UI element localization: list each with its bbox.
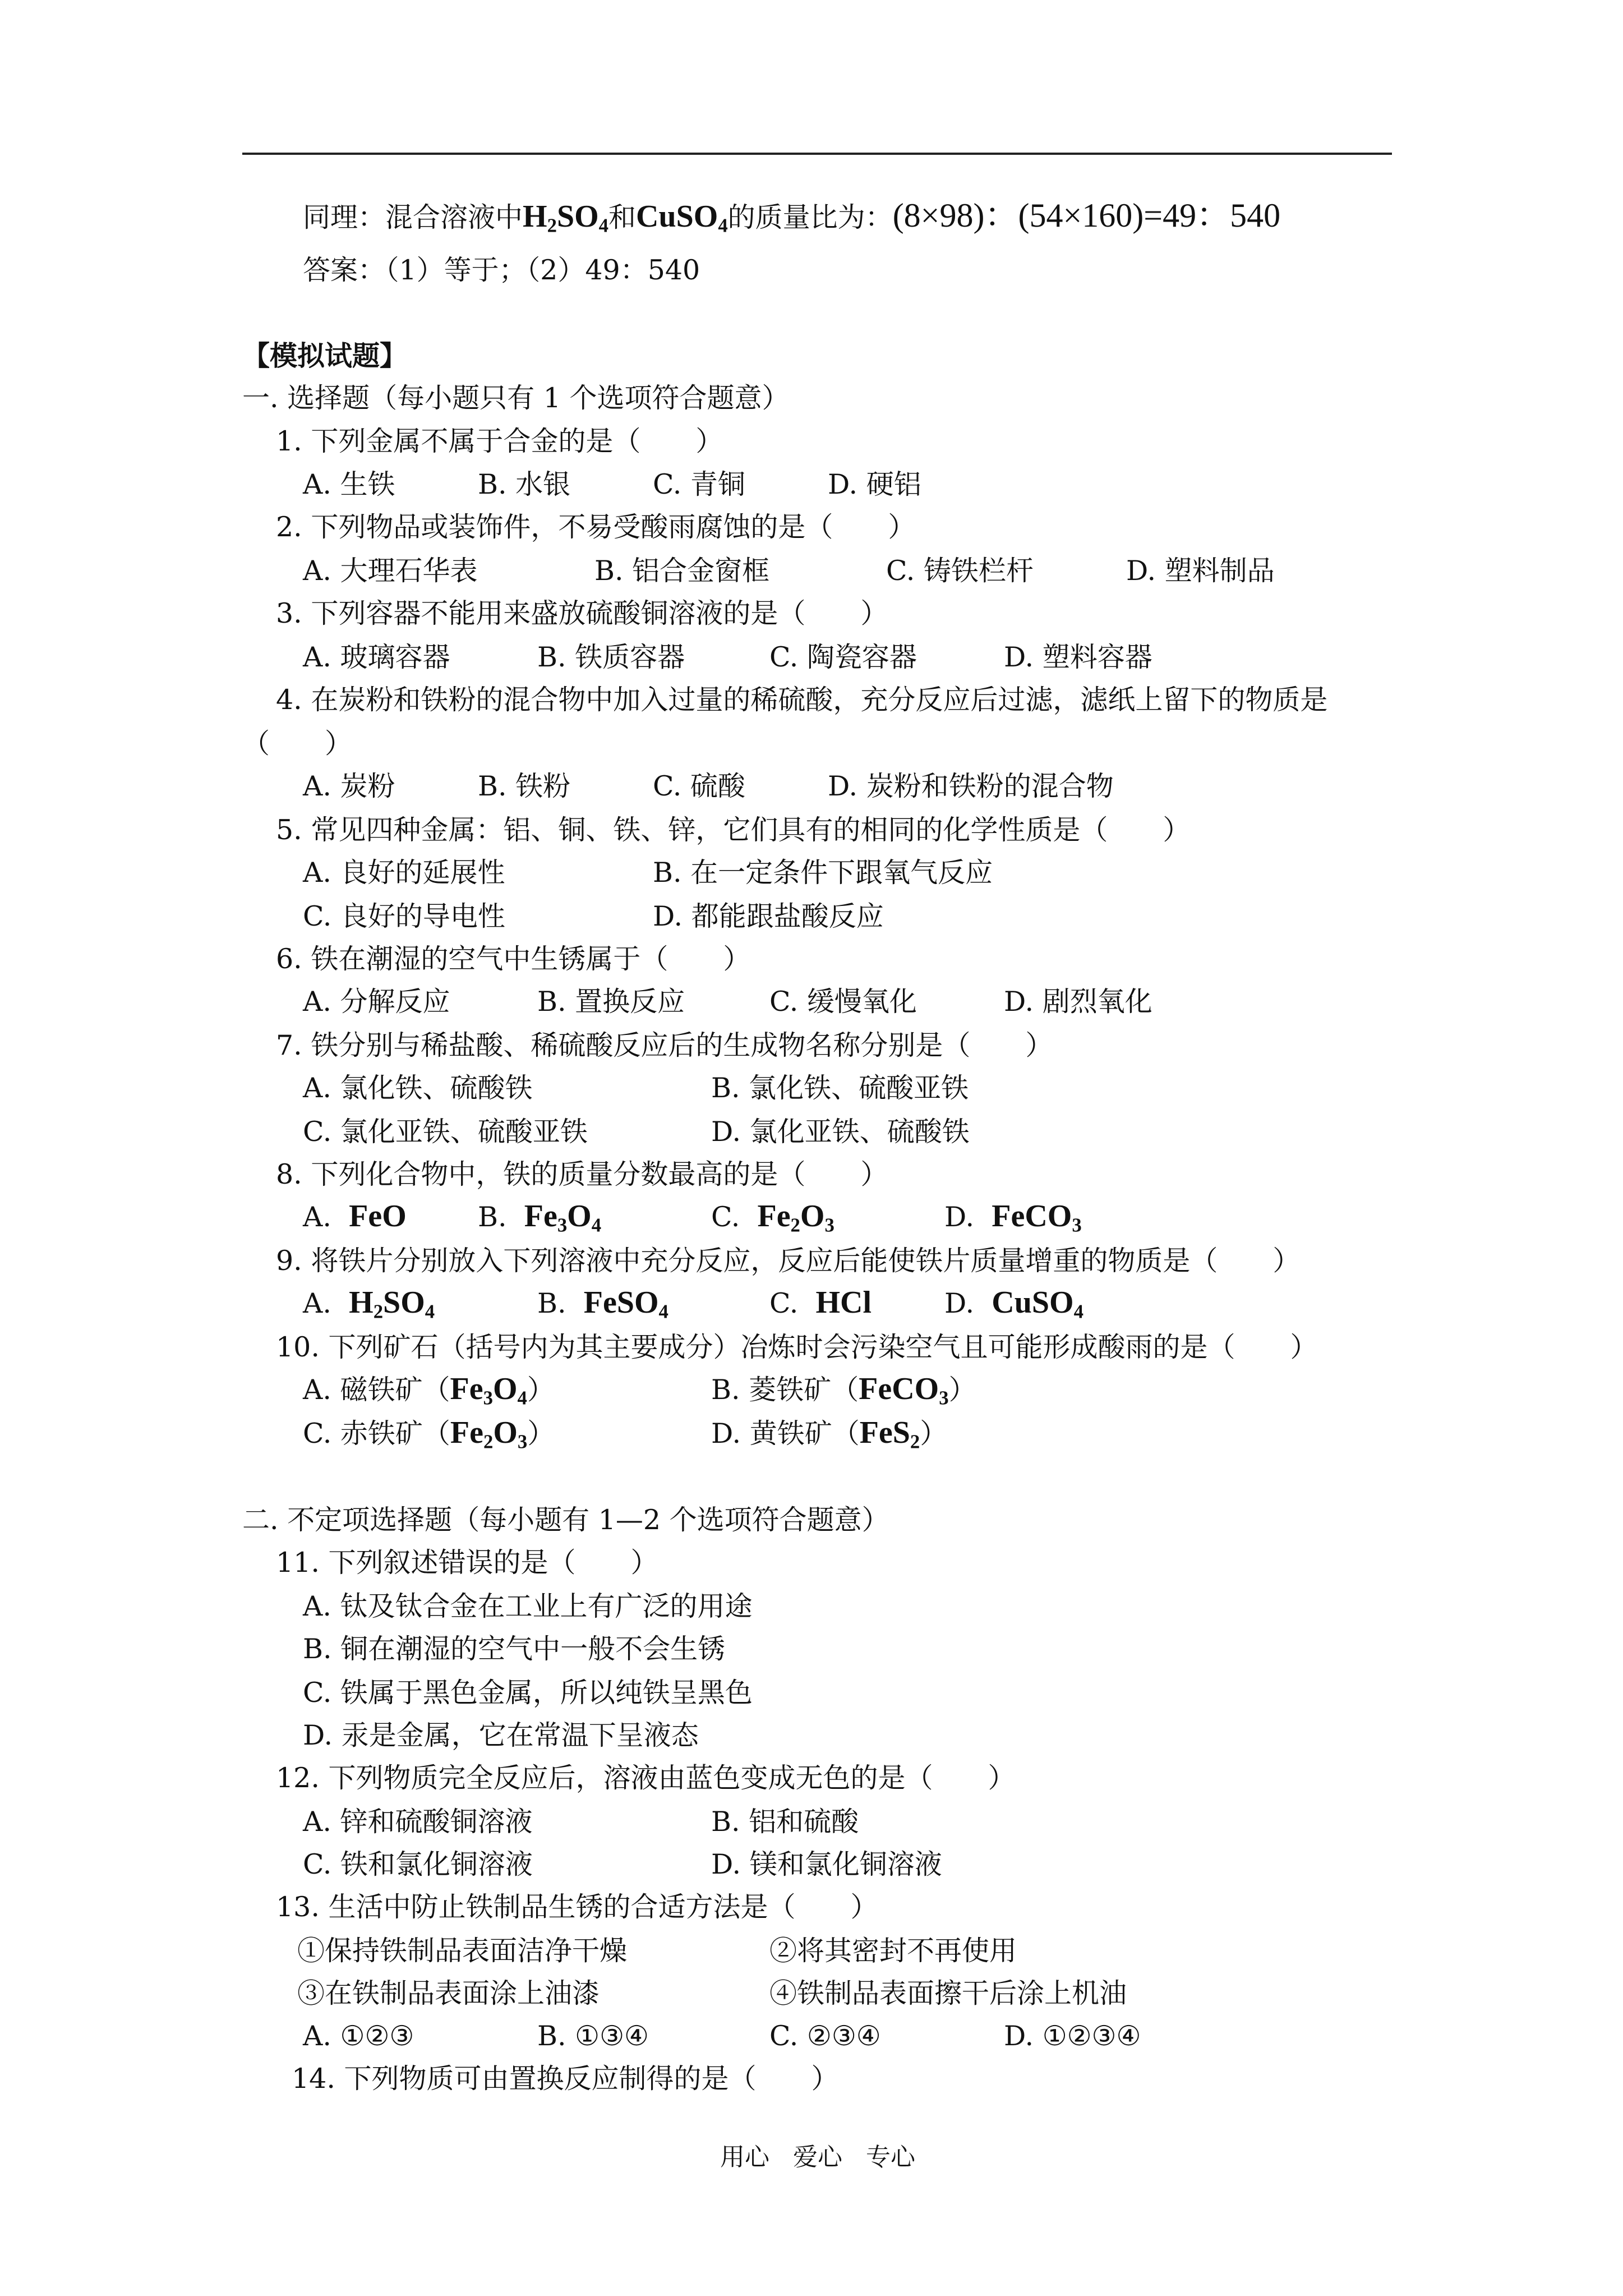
q13-option-d: D. ①②③④ xyxy=(1004,2020,1141,2052)
q6-option-c: C. 缓慢氧化 xyxy=(769,986,917,1018)
q10-option-a: A. 磁铁矿$(Fe_3O_4)$ xyxy=(303,1372,555,1409)
formula-feco3: FeCO$_3$ xyxy=(992,1199,1082,1236)
part2-title: 二. 不定项选择题（每小题有 1—2 个选项符合题意） xyxy=(242,1504,889,1536)
q12-option-a: A. 锌和硫酸铜溶液 xyxy=(303,1806,533,1838)
formula-feo: FeO xyxy=(349,1199,407,1234)
q7-option-d: D. 氯化亚铁、硫酸铁 xyxy=(711,1116,970,1148)
q1-option-a: A. 生铁 xyxy=(303,468,395,500)
section-header: 【模拟试题】 xyxy=(242,339,408,372)
q4-stem-bracket: （ ） xyxy=(242,728,353,760)
q6-option-d: D. 剧烈氧化 xyxy=(1004,986,1152,1018)
q9-option-a: A. $H_2SO_4$ xyxy=(303,1285,435,1323)
q11-option-b: B. 铜在潮湿的空气中一般不会生锈 xyxy=(303,1633,726,1665)
q2-option-a: A. 大理石华表 xyxy=(303,555,478,587)
q3-option-a: A. 玻璃容器 xyxy=(303,641,450,673)
q8-option-b: B. $Fe_3O_4$ xyxy=(478,1199,602,1236)
q1-option-c: C. 青铜 xyxy=(653,468,745,500)
q1-option-b: B. 水银 xyxy=(478,468,571,500)
q5-option-a: A. 良好的延展性 xyxy=(303,857,505,889)
q13-method-3: ③在铁制品表面涂上油漆 xyxy=(297,1977,600,2009)
footer-word-1: 用心 xyxy=(720,2143,769,2171)
q11-option-c: C. 铁属于黑色金属，所以纯铁呈黑色 xyxy=(303,1677,753,1709)
q7-stem: 7. 铁分别与稀盐酸、稀硫酸反应后的生成物名称分别是（ ） xyxy=(276,1029,1053,1061)
q13-option-c: C. ②③④ xyxy=(769,2020,881,2052)
q8-stem: 8. 下列化合物中，铁的质量分数最高的是（ ） xyxy=(276,1158,888,1190)
q3-stem: 3. 下列容器不能用来盛放硫酸铜溶液的是（ ） xyxy=(276,597,888,629)
q1-option-d: D. 硬铝 xyxy=(828,468,921,500)
formula-h2so4: $H_2SO_4$ xyxy=(523,199,608,237)
q5-stem: 5. 常见四种金属：铝、铜、铁、锌，它们具有的相同的化学性质是（ ） xyxy=(276,814,1191,846)
q12-option-d: D. 镁和氯化铜溶液 xyxy=(711,1848,942,1880)
q2-option-d: D. 塑料制品 xyxy=(1126,555,1275,587)
q11-option-d: D. 汞是金属，它在常温下呈液态 xyxy=(303,1719,699,1751)
q11-option-a: A. 钛及钛合金在工业上有广泛的用途 xyxy=(303,1590,753,1622)
q10-option-c: C. 赤铁矿$(Fe_2O_3)$ xyxy=(303,1415,555,1453)
formula-feso4: FeSO$_4$ xyxy=(583,1285,668,1323)
formula-fe3o4: $Fe_3O_4$ xyxy=(524,1199,602,1236)
part1-title: 一. 选择题（每小题只有 1 个选项符合题意） xyxy=(242,382,790,414)
q4-stem: 4. 在炭粉和铁粉的混合物中加入过量的稀硫酸，充分反应后过滤，滤纸上留下的物质是 xyxy=(276,684,1328,716)
q3-option-c: C. 陶瓷容器 xyxy=(769,641,917,673)
q8-option-a: A. FeO xyxy=(303,1199,407,1234)
q4-option-a: A. 炭粉 xyxy=(303,770,395,802)
intro-line: 同理：混合溶液中$H_2SO_4$和CuSO$_4$的质量比为：(8×98)：(54×160)=49：540 xyxy=(303,197,1281,237)
q12-stem: 12. 下列物质完全反应后，溶液由蓝色变成无色的是（ ） xyxy=(276,1762,1016,1794)
q6-option-a: A. 分解反应 xyxy=(303,986,450,1018)
q10-stem: 10. 下列矿石（括号内为其主要成分）冶炼时会污染空气且可能形成酸雨的是（ ） xyxy=(276,1331,1318,1363)
q5-option-b: B. 在一定条件下跟氧气反应 xyxy=(653,857,993,889)
formula-h2so4-option: $H_2SO_4$ xyxy=(349,1285,435,1323)
q14-stem: 14. 下列物质可由置换反应制得的是（ ） xyxy=(292,2063,839,2095)
q12-option-c: C. 铁和氯化铜溶液 xyxy=(303,1848,533,1880)
header-rule xyxy=(242,153,1392,155)
footer-word-3: 专心 xyxy=(866,2143,915,2171)
q7-option-b: B. 氯化铁、硫酸亚铁 xyxy=(711,1072,969,1104)
q13-option-b: B. ①③④ xyxy=(537,2020,649,2052)
formula-cuso4: CuSO$_4$ xyxy=(636,199,728,237)
q2-stem: 2. 下列物品或装饰件，不易受酸雨腐蚀的是（ ） xyxy=(276,511,916,543)
q4-option-c: C. 硫酸 xyxy=(653,770,745,802)
mass-ratio-formula: (8×98)：(54×160)=49：540 xyxy=(892,197,1281,234)
intro-prefix: 同理：混合溶液中 xyxy=(303,201,523,233)
q1-stem: 1. 下列金属不属于合金的是（ ） xyxy=(276,425,723,457)
q3-option-d: D. 塑料容器 xyxy=(1004,641,1152,673)
q3-option-b: B. 铁质容器 xyxy=(537,641,685,673)
q2-option-b: B. 铝合金窗框 xyxy=(594,555,770,587)
answer-line: 答案：（1）等于；（2）49：540 xyxy=(303,254,700,286)
formula-fe2o3: $Fe_2O_3$ xyxy=(757,1199,834,1236)
q4-option-b: B. 铁粉 xyxy=(478,770,571,802)
formula-cuso4-option: CuSO$_4$ xyxy=(992,1285,1083,1323)
q9-option-c: C. HCl xyxy=(769,1285,872,1320)
q13-method-1: ①保持铁制品表面洁净干燥 xyxy=(297,1935,628,1967)
q11-stem: 11. 下列叙述错误的是（ ） xyxy=(276,1547,658,1579)
q9-option-d: D. CuSO$_4$ xyxy=(944,1285,1083,1323)
q7-option-c: C. 氯化亚铁、硫酸亚铁 xyxy=(303,1116,588,1148)
q9-option-b: B. FeSO$_4$ xyxy=(537,1285,668,1323)
q7-option-a: A. 氯化铁、硫酸铁 xyxy=(303,1072,533,1104)
q6-option-b: B. 置换反应 xyxy=(537,986,685,1018)
q8-option-d: D. FeCO$_3$ xyxy=(944,1199,1082,1236)
q2-option-c: C. 铸铁栏杆 xyxy=(886,555,1034,587)
q6-stem: 6. 铁在潮湿的空气中生锈属于（ ） xyxy=(276,943,751,975)
q10-option-b: B. 菱铁矿（FeCO$_3$） xyxy=(711,1372,976,1409)
q5-option-d: D. 都能跟盐酸反应 xyxy=(653,900,884,932)
q9-stem: 9. 将铁片分别放入下列溶液中充分反应，反应后能使铁片质量增重的物质是（ ） xyxy=(276,1245,1301,1277)
q13-method-2: ②将其密封不再使用 xyxy=(769,1935,1017,1967)
q13-stem: 13. 生活中防止铁制品生锈的合适方法是（ ） xyxy=(276,1891,878,1923)
q13-method-4: ④铁制品表面擦干后涂上机油 xyxy=(769,1977,1127,2009)
q10-option-d: D. 黄铁矿（FeS$_2$） xyxy=(711,1415,948,1453)
formula-hcl: HCl xyxy=(815,1285,872,1320)
q13-option-a: A. ①②③ xyxy=(303,2020,414,2052)
q5-option-c: C. 良好的导电性 xyxy=(303,900,505,932)
footer-word-2: 爱心 xyxy=(793,2143,842,2171)
q12-option-b: B. 铝和硫酸 xyxy=(711,1806,859,1838)
q8-option-c: C. $Fe_2O_3$ xyxy=(711,1199,834,1236)
q4-option-d: D. 炭粉和铁粉的混合物 xyxy=(828,770,1114,802)
